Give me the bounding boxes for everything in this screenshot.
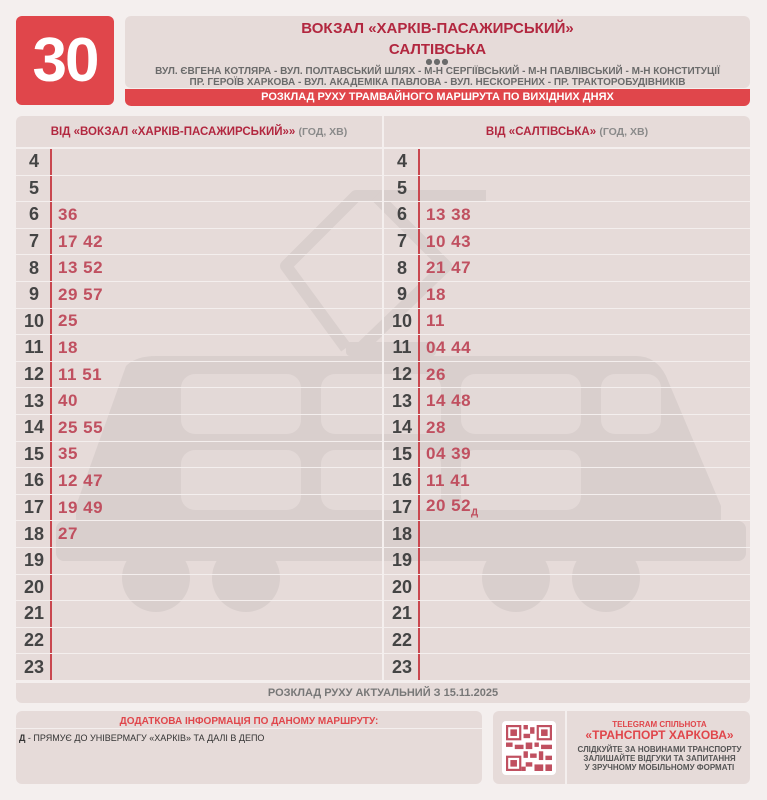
hour-separator: [418, 309, 420, 335]
minutes-value: 18: [58, 337, 78, 357]
telegram-desc-line: У ЗРУЧНОМУ МОБІЛЬНОМУ ФОРМАТІ: [584, 763, 735, 772]
info-note-key: Д: [19, 733, 26, 743]
minutes-cell: [420, 205, 471, 225]
timetable-row: [16, 362, 382, 389]
timetable-row: [384, 202, 750, 229]
minutes-cell: [420, 232, 471, 252]
hour-separator: [50, 601, 52, 627]
hour-separator: [50, 442, 52, 468]
hour-cell: 9: [396, 284, 407, 305]
minutes-cell: [420, 418, 446, 438]
timetable-row: [384, 628, 750, 655]
hour-separator: [50, 202, 52, 228]
timetable-row: [16, 468, 382, 495]
hour-cell: 6: [28, 204, 39, 225]
timetable-row: [384, 548, 750, 575]
hour-cell: 4: [28, 151, 39, 172]
timetable-row: [384, 176, 750, 203]
schedule-banner: РОЗКЛАД РУХУ ТРАМВАЙНОГО МАРШРУТА ПО ВИХІДНИХ ДНЯХ: [125, 89, 750, 106]
schedule-valid-from: РОЗКЛАД РУХУ АКТУАЛЬНИЙ З 15.11.2025: [16, 681, 750, 703]
timetable-row: [384, 442, 750, 469]
hour-cell: 19: [23, 550, 45, 571]
timetable-row: [384, 495, 750, 522]
hour-cell: 16: [391, 470, 413, 491]
hour-separator: [418, 282, 420, 308]
minutes-value: 27: [58, 524, 78, 544]
minutes-value: 25: [58, 311, 78, 331]
telegram-desc-line: ЗАЛИШАЙТЕ ВІДГУКИ ТА ЗАПИТАННЯ: [583, 754, 736, 763]
hour-cell: 16: [23, 470, 45, 491]
hour-cell: 22: [23, 629, 45, 650]
timetable-row: [16, 176, 382, 203]
hour-separator: [418, 468, 420, 494]
minutes-value: 04 44: [426, 337, 472, 357]
minutes-value: 04 39: [426, 444, 472, 464]
hour-cell: 14: [23, 417, 45, 438]
minutes-value: 14 48: [426, 391, 472, 411]
minutes-value: 20 52: [426, 496, 472, 516]
minutes-value: 25 55: [58, 417, 104, 437]
timetable-row: [384, 335, 750, 362]
hour-cell: 20: [23, 576, 45, 597]
minutes-value: 11 51: [58, 364, 103, 384]
route-title-from: ВОКЗАЛ «ХАРКІВ-ПАСАЖИРСЬКИЙ»: [301, 20, 574, 37]
hour-separator: [50, 628, 52, 654]
timetable-row: [384, 282, 750, 309]
timetable-row: [384, 654, 750, 681]
hour-separator: [50, 229, 52, 255]
info-note: [16, 729, 482, 743]
hour-cell: 15: [23, 443, 45, 464]
hour-cell: 6: [396, 204, 407, 225]
minutes-cell: [52, 338, 78, 358]
hour-separator: [50, 575, 52, 601]
minutes-cell: [52, 311, 78, 331]
timetable-row: [384, 255, 750, 282]
minutes-suffix: Д: [471, 507, 479, 519]
timetable-row: [16, 149, 382, 176]
column-header-title: ВІД «ВОКЗАЛ «ХАРКІВ-ПАСАЖИРСЬКИЙ»»: [50, 126, 296, 138]
hour-cell: 21: [23, 603, 45, 624]
timetable-row: [384, 415, 750, 442]
hour-separator: [50, 149, 52, 175]
column-from-saltivska: [384, 116, 750, 681]
hour-separator: [418, 495, 420, 521]
hour-separator: [50, 335, 52, 361]
minutes-value: 18: [426, 284, 446, 304]
minutes-cell: [52, 471, 103, 491]
minutes-value: 12 47: [58, 470, 104, 490]
hour-cell: 4: [396, 151, 407, 172]
hour-cell: 8: [28, 257, 39, 278]
timetable-row: [384, 149, 750, 176]
timetable-row: [16, 415, 382, 442]
hour-separator: [50, 255, 52, 281]
hour-separator: [50, 282, 52, 308]
hour-separator: [418, 202, 420, 228]
hour-cell: 13: [391, 390, 413, 411]
minutes-cell: [52, 524, 78, 544]
column-from-station: [16, 116, 382, 681]
hour-separator: [418, 229, 420, 255]
timetable-row: [16, 282, 382, 309]
hour-cell: 5: [28, 177, 39, 198]
hour-cell: 8: [396, 257, 407, 278]
streets-line-2: ПР. ГЕРОЇВ ХАРКОВА - ВУЛ. АКАДЕМІКА ПАВЛОВА - ВУЛ. НЕСКОРЕНИХ - ПР. ТРАКТОРОБУДІВНИКІВ: [189, 77, 686, 88]
minutes-cell: [420, 471, 470, 491]
column-header: [384, 116, 750, 149]
minutes-cell: [420, 311, 445, 331]
minutes-value: 11 41: [426, 470, 471, 490]
timetable-row: [384, 575, 750, 602]
hour-separator: [50, 176, 52, 202]
hour-separator: [418, 388, 420, 414]
hour-separator: [50, 468, 52, 494]
timetable-row: [16, 495, 382, 522]
hour-cell: 11: [392, 337, 412, 358]
timetable-row: [16, 442, 382, 469]
minutes-cell: [420, 496, 479, 518]
timetable-row: [16, 388, 382, 415]
minutes-cell: [52, 285, 103, 305]
hour-separator: [418, 575, 420, 601]
hour-cell: 17: [391, 497, 413, 518]
timetable-row: [384, 388, 750, 415]
telegram-description: [569, 745, 750, 772]
minutes-value: 19 49: [58, 497, 104, 517]
hour-cell: 21: [391, 603, 413, 624]
hour-separator: [50, 309, 52, 335]
column-header-unit: (ГОД, ХВ): [599, 126, 649, 138]
streets-line-1: ВУЛ. ЄВГЕНА КОТЛЯРА - ВУЛ. ПОЛТАВСЬКИЙ ШЛЯХ - М-Н СЕРГІЇВСЬКИЙ - М-Н ПАВЛІВСЬКИЙ - М-Н КОНСТИТУЦІЇ: [155, 66, 720, 77]
minutes-cell: [420, 258, 471, 278]
telegram-desc-line: СЛІДКУЙТЕ ЗА НОВИНАМИ ТРАНСПОРТУ: [577, 745, 742, 754]
hour-separator: [418, 654, 420, 680]
telegram-title: «ТРАНСПОРТ ХАРКОВА»: [585, 728, 734, 742]
timetable-row: [16, 521, 382, 548]
hour-cell: 11: [24, 337, 44, 358]
hour-separator: [50, 654, 52, 680]
hour-cell: 7: [396, 231, 407, 252]
timetable-row: [16, 309, 382, 336]
hour-cell: 14: [391, 417, 413, 438]
minutes-value: 40: [58, 391, 78, 411]
timetable-row: [16, 548, 382, 575]
timetable: [16, 116, 750, 703]
minutes-cell: [52, 418, 103, 438]
dots-divider: ●●●: [425, 57, 450, 66]
timetable-row: [384, 468, 750, 495]
qr-code-icon[interactable]: [506, 725, 552, 771]
hour-separator: [50, 415, 52, 441]
timetable-row: [16, 229, 382, 256]
minutes-cell: [420, 365, 446, 385]
timetable-row: [384, 229, 750, 256]
minutes-value: 10 43: [426, 231, 472, 251]
minutes-cell: [52, 444, 78, 464]
column-header: [16, 116, 382, 149]
minutes-value: 36: [58, 204, 78, 224]
hour-separator: [50, 521, 52, 547]
hour-cell: 23: [23, 656, 45, 677]
minutes-value: 17 42: [58, 231, 104, 251]
route-number: 30: [16, 16, 114, 105]
hour-cell: 12: [23, 364, 45, 385]
minutes-value: 21 47: [426, 258, 472, 278]
hour-separator: [418, 521, 420, 547]
minutes-cell: [420, 338, 471, 358]
minutes-cell: [52, 365, 102, 385]
hour-separator: [418, 548, 420, 574]
hour-separator: [418, 415, 420, 441]
hour-separator: [50, 495, 52, 521]
hour-separator: [418, 628, 420, 654]
minutes-cell: [420, 285, 446, 305]
hour-separator: [418, 362, 420, 388]
hour-cell: 12: [391, 364, 413, 385]
hour-cell: 22: [391, 629, 413, 650]
info-note-text: - ПРЯМУЄ ДО УНІВЕРМАГУ «ХАРКІВ» ТА ДАЛІ В ДЕПО: [25, 733, 265, 743]
hour-separator: [418, 442, 420, 468]
timetable-row: [16, 255, 382, 282]
timetable-row: [16, 575, 382, 602]
qr-panel: [493, 711, 567, 784]
timetable-row: [16, 601, 382, 628]
hour-separator: [50, 548, 52, 574]
telegram-text: [569, 711, 750, 772]
hour-cell: 15: [391, 443, 413, 464]
timetable-row: [16, 654, 382, 681]
minutes-cell: [52, 205, 78, 225]
hour-separator: [418, 601, 420, 627]
hour-cell: 23: [391, 656, 413, 677]
hour-cell: 20: [391, 576, 413, 597]
minutes-value: 28: [426, 417, 446, 437]
hour-separator: [418, 149, 420, 175]
minutes-value: 11: [426, 311, 445, 331]
hour-separator: [418, 176, 420, 202]
minutes-cell: [52, 232, 103, 252]
telegram-label: TELEGRAM СПІЛЬНОТА: [612, 720, 707, 729]
hour-cell: 7: [28, 231, 39, 252]
timetable-row: [16, 202, 382, 229]
minutes-cell: [52, 498, 103, 518]
hour-cell: 5: [396, 177, 407, 198]
hour-cell: 10: [23, 310, 45, 331]
minutes-cell: [52, 391, 78, 411]
column-header-title: ВІД «САЛТІВСЬКА»: [485, 126, 597, 138]
timetable-row: [384, 521, 750, 548]
hour-cell: 18: [23, 523, 45, 544]
hour-cell: 9: [28, 284, 39, 305]
minutes-cell: [52, 258, 103, 278]
hour-separator: [418, 335, 420, 361]
hour-separator: [50, 362, 52, 388]
minutes-cell: [420, 444, 471, 464]
hour-separator: [418, 255, 420, 281]
timetable-row: [384, 362, 750, 389]
timetable-row: [16, 335, 382, 362]
timetable-row: [384, 601, 750, 628]
route-header: [125, 16, 750, 88]
route-title-to: САЛТІВСЬКА: [388, 41, 487, 58]
hour-cell: 18: [391, 523, 413, 544]
additional-info-title: ДОДАТКОВА ІНФОРМАЦІЯ ПО ДАНОМУ МАРШРУТУ:: [16, 711, 482, 729]
telegram-promo[interactable]: [493, 711, 750, 784]
hour-separator: [50, 388, 52, 414]
minutes-value: 26: [426, 364, 446, 384]
minutes-cell: [420, 391, 471, 411]
column-header-unit: (ГОД, ХВ): [298, 126, 348, 138]
timetable-row: [384, 309, 750, 336]
minutes-value: 13 38: [426, 204, 472, 224]
additional-info-panel: [16, 711, 482, 784]
hour-cell: 17: [23, 497, 45, 518]
hour-cell: 10: [391, 310, 413, 331]
minutes-value: 13 52: [58, 258, 104, 278]
hour-cell: 19: [391, 550, 413, 571]
hour-cell: 13: [23, 390, 45, 411]
minutes-value: 35: [58, 444, 78, 464]
minutes-value: 29 57: [58, 284, 104, 304]
timetable-row: [16, 628, 382, 655]
